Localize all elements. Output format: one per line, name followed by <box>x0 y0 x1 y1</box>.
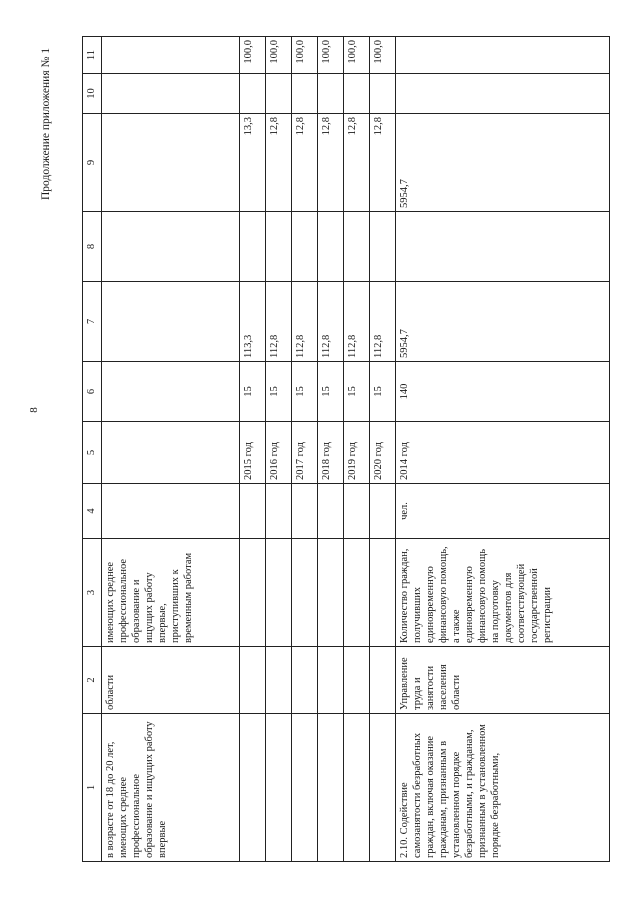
table-cell: 2.10. Содействие самозанятости безработных граждан, включая оказание гражданам, признанным в установленном порядке безработными, и гражданам, признанным в установленном порядке безработными, <box>396 714 610 862</box>
table-cell <box>292 539 318 647</box>
table-cell <box>292 74 318 114</box>
appendix-table <box>82 36 610 862</box>
table-cell <box>318 714 344 862</box>
table-cell: 2014 год <box>396 422 610 484</box>
table-cell <box>102 282 240 362</box>
table-cell <box>318 484 344 539</box>
table-cell <box>102 212 240 282</box>
table-row <box>344 37 370 862</box>
header-cell: 4 <box>83 484 102 539</box>
table-cell <box>102 362 240 422</box>
table-cell: Управление труда и занятости населения области <box>396 647 610 714</box>
appendix-table-sheet <box>82 37 610 862</box>
table-cell: 112,8 <box>318 282 344 362</box>
header-cell: 3 <box>83 539 102 647</box>
header-cell: 10 <box>83 74 102 114</box>
header-cell: 7 <box>83 282 102 362</box>
table-row <box>370 37 396 862</box>
table-cell <box>240 484 266 539</box>
table-cell <box>266 212 292 282</box>
table-cell: 12,8 <box>266 114 292 212</box>
table-cell <box>240 539 266 647</box>
header-cell: 1 <box>83 714 102 862</box>
table-row <box>318 37 344 862</box>
table-cell <box>344 484 370 539</box>
table-cell <box>266 74 292 114</box>
header-row <box>83 37 102 862</box>
table-cell <box>318 212 344 282</box>
table-row <box>266 37 292 862</box>
header-cell: 9 <box>83 114 102 212</box>
table-cell <box>292 484 318 539</box>
table-cell: 15 <box>266 362 292 422</box>
table-cell <box>240 714 266 862</box>
page-number: 8 <box>28 407 40 413</box>
table-cell: 100,0 <box>344 37 370 74</box>
table-cell: 113,3 <box>240 282 266 362</box>
table-cell: 15 <box>318 362 344 422</box>
table-cell: 2020 год <box>370 422 396 484</box>
table-cell: 112,8 <box>344 282 370 362</box>
table-cell <box>266 647 292 714</box>
table-cell <box>318 74 344 114</box>
header-cell: 5 <box>83 422 102 484</box>
table-cell <box>102 74 240 114</box>
table-cell: 112,8 <box>370 282 396 362</box>
table-cell <box>102 114 240 212</box>
table-cell <box>370 714 396 862</box>
table-cell <box>318 539 344 647</box>
table-cell: 100,0 <box>318 37 344 74</box>
table-cell: 5954,7 <box>396 282 610 362</box>
table-cell <box>240 74 266 114</box>
table-cell <box>266 484 292 539</box>
table-cell <box>344 539 370 647</box>
table-cell <box>396 74 610 114</box>
table-cell <box>344 74 370 114</box>
table-cell: 2015 год <box>240 422 266 484</box>
table-cell: 112,8 <box>292 282 318 362</box>
table-cell <box>240 647 266 714</box>
table-cell: 15 <box>240 362 266 422</box>
table-cell <box>240 212 266 282</box>
header-cell: 6 <box>83 362 102 422</box>
table-cell <box>292 647 318 714</box>
table-row <box>292 37 318 862</box>
table-cell: 2019 год <box>344 422 370 484</box>
table-cell <box>370 647 396 714</box>
table-cell: 100,0 <box>370 37 396 74</box>
table-cell <box>396 212 610 282</box>
table-cell <box>266 539 292 647</box>
table-cell: 100,0 <box>240 37 266 74</box>
table-cell <box>318 647 344 714</box>
table-row <box>396 37 610 862</box>
table-cell <box>370 212 396 282</box>
header-cell: 8 <box>83 212 102 282</box>
table-cell: 12,8 <box>292 114 318 212</box>
table-cell: 15 <box>292 362 318 422</box>
header-cell: 2 <box>83 647 102 714</box>
table-cell: 100,0 <box>266 37 292 74</box>
table-cell <box>396 37 610 74</box>
table-cell: Количество граждан, получивших единовременную финансовую помощь, а также единовременную финансовую помощь на подготовку документов для соответствующей государственной регистрации <box>396 539 610 647</box>
table-cell <box>344 212 370 282</box>
table-cell: 13,3 <box>240 114 266 212</box>
table-cell <box>102 422 240 484</box>
table-cell: 140 <box>396 362 610 422</box>
table-cell <box>102 484 240 539</box>
table-cell <box>344 714 370 862</box>
table-cell <box>266 714 292 862</box>
table-cell <box>292 212 318 282</box>
table-cell: в возрасте от 18 до 20 лет, имеющих среднее профессиональное образование и ищущих работу впервые <box>102 714 240 862</box>
header-cell: 11 <box>83 37 102 74</box>
table-cell <box>370 484 396 539</box>
table-cell: области <box>102 647 240 714</box>
table-cell: 112,8 <box>266 282 292 362</box>
table-cell: 15 <box>344 362 370 422</box>
table-cell: имеющих среднее профессиональное образование и ищущих работу впервые, приступивших к временным работам <box>102 539 240 647</box>
table-cell <box>292 714 318 862</box>
table-cell: 2016 год <box>266 422 292 484</box>
table-cell: 2017 год <box>292 422 318 484</box>
table-cell <box>370 74 396 114</box>
table-cell: 100,0 <box>292 37 318 74</box>
table-cell: 12,8 <box>318 114 344 212</box>
table-cell <box>344 647 370 714</box>
table-cell <box>102 37 240 74</box>
table-cell: 12,8 <box>370 114 396 212</box>
table-cell: чел. <box>396 484 610 539</box>
table-cell: 15 <box>370 362 396 422</box>
table-cell <box>370 539 396 647</box>
table-row <box>240 37 266 862</box>
table-row <box>102 37 240 862</box>
table-cell: 12,8 <box>344 114 370 212</box>
table-cell: 2018 год <box>318 422 344 484</box>
table-cell: 5954,7 <box>396 114 610 212</box>
continuation-label: Продолжение приложения № 1 <box>40 47 52 200</box>
